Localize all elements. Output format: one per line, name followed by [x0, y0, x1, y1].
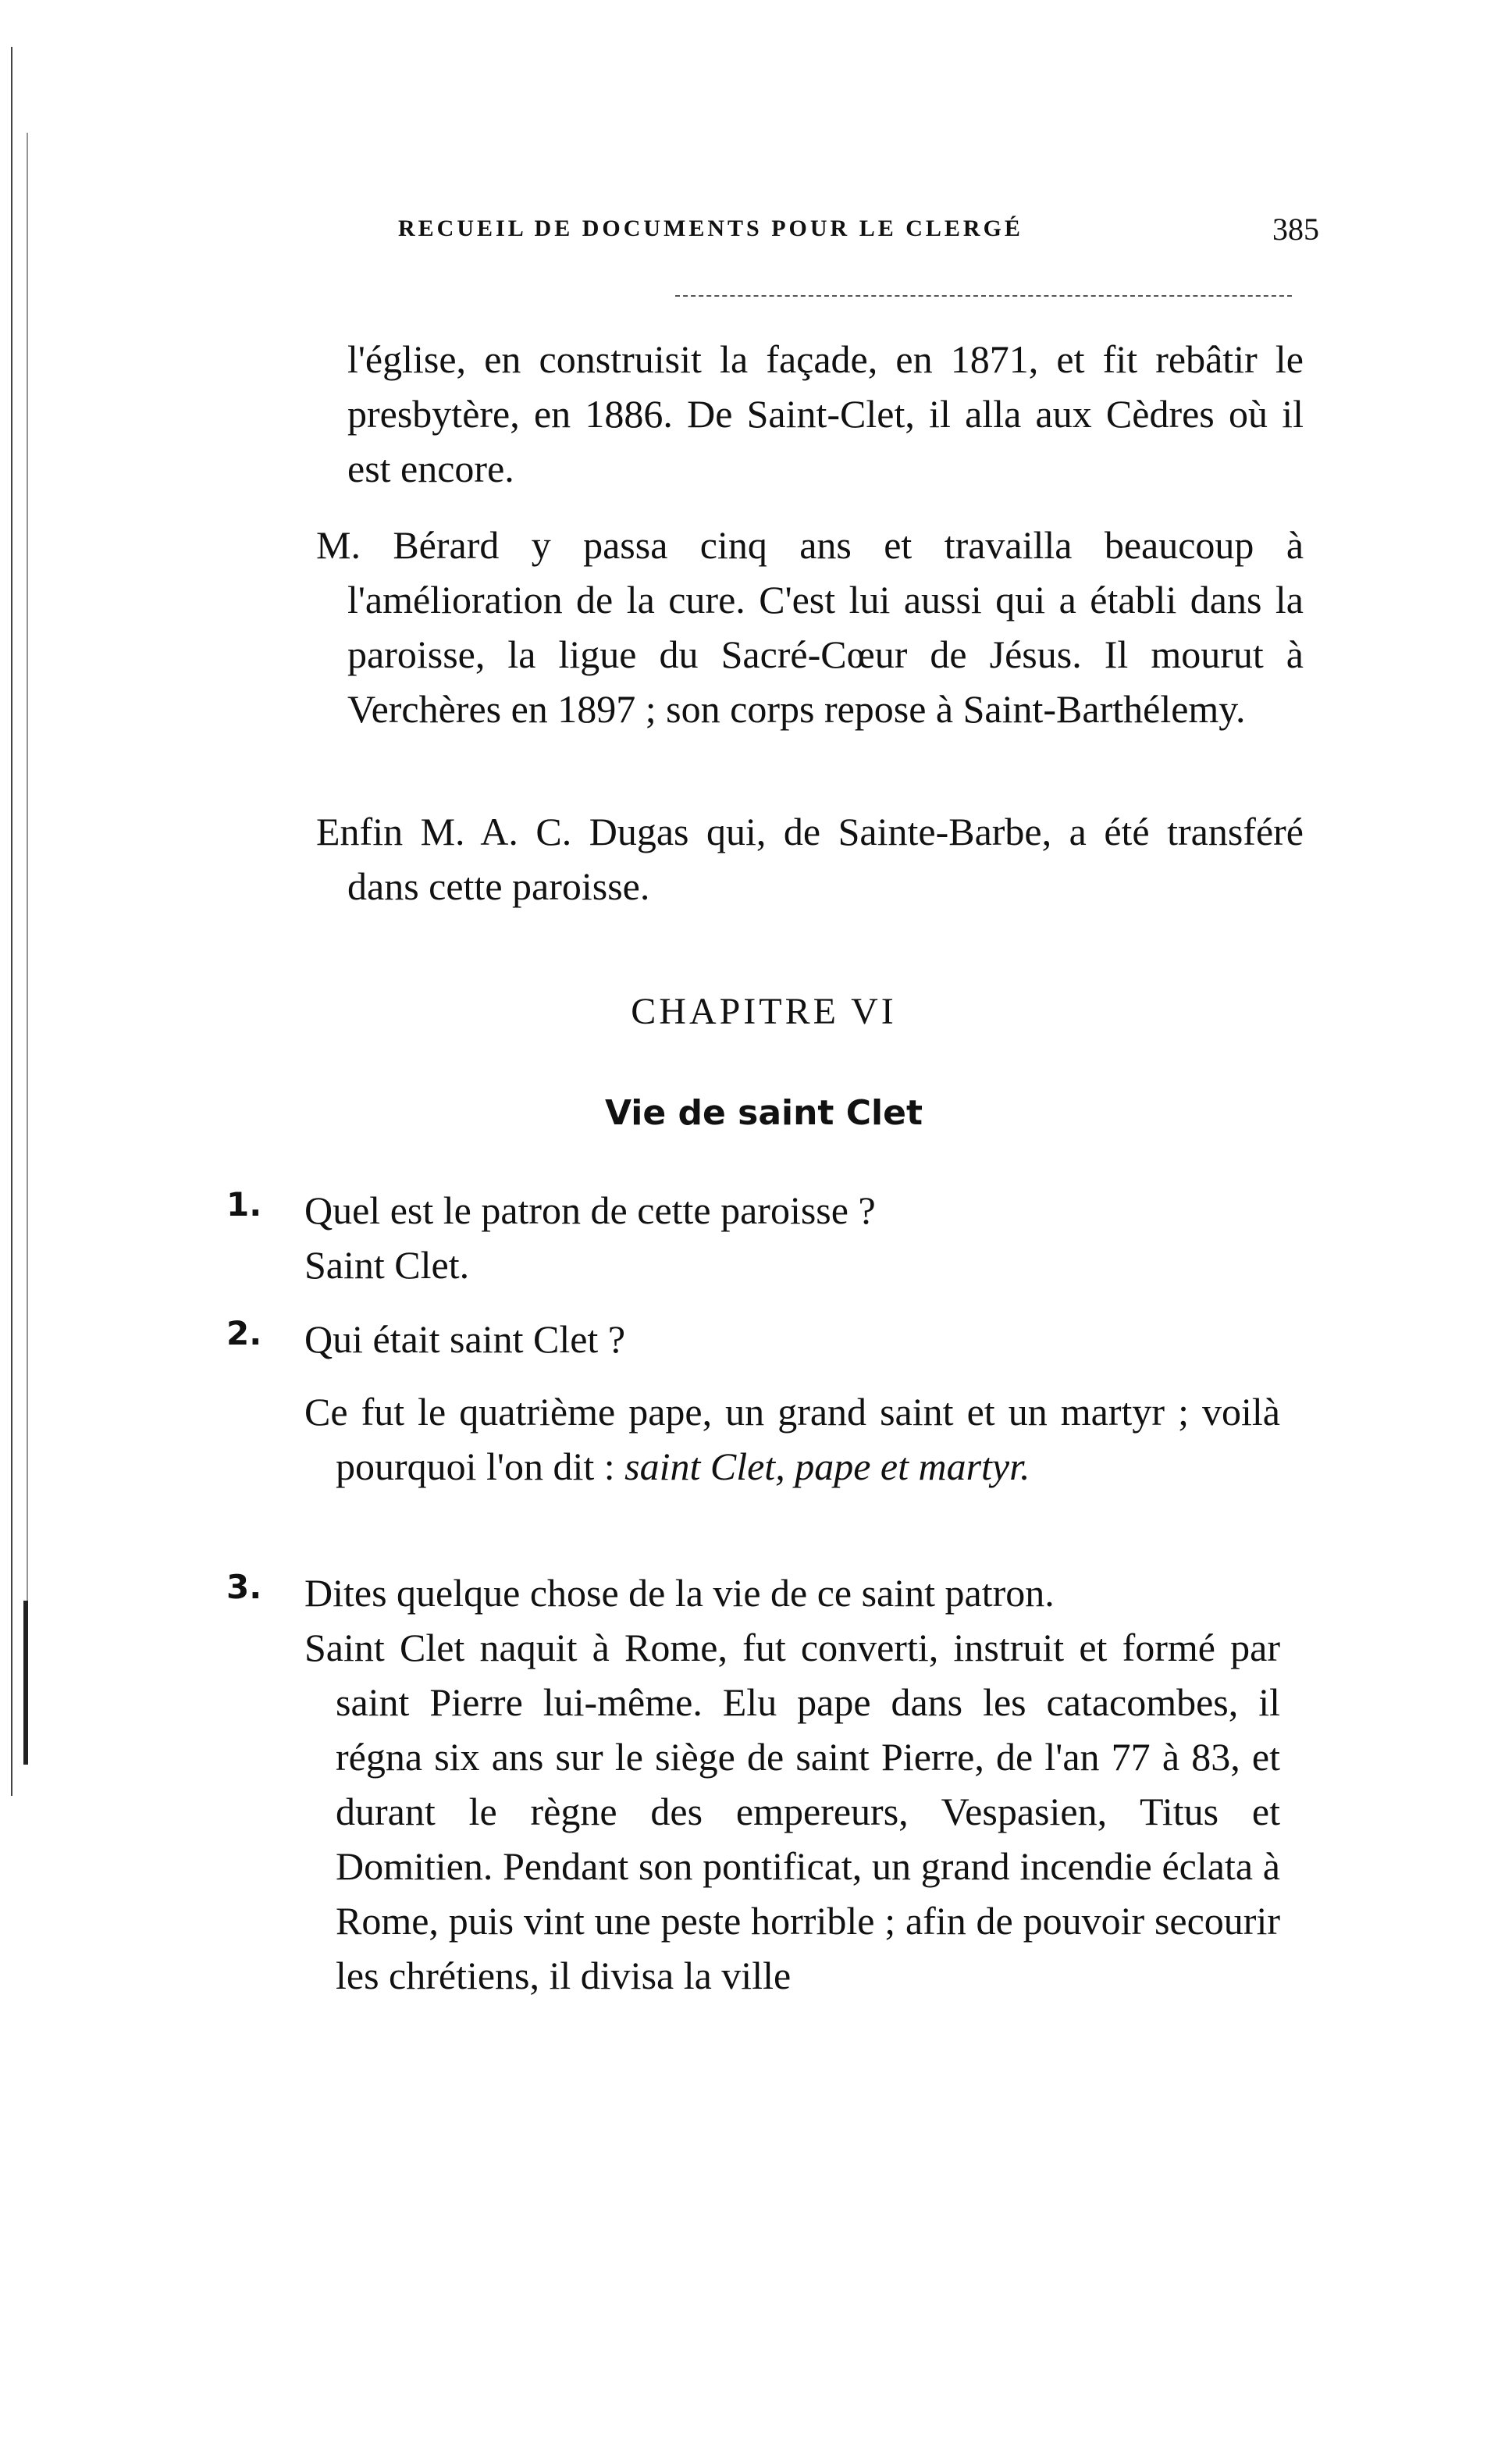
- paragraph-continuation: l'église, en construisit la façade, en 1871, et fit rebâtir le presbytère, en 1886. De Saint-Clet, il alla aux Cèdres où il est encore.: [347, 337, 1304, 490]
- paragraph-rest: transféré dans cette paroisse.: [347, 810, 1304, 908]
- scan-edge-mark: [23, 1601, 28, 1765]
- paragraph-enfin: [316, 804, 1304, 914]
- section-title: Vie de saint Clet: [604, 1093, 923, 1133]
- chapter-title: CHAPITRE VI: [631, 991, 897, 1032]
- answer-rest: et formé par saint Pierre lui-même. Elu pape dans les catacombes, il régna six ans sur le siège de saint Pierre, de l'an 77 à 83, et durant le règne des empereurs, Vespasien, Titus et Domitien. Pendant son pontificat, un grand incendie éclata à Rome, puis vint une peste horrible ; afin de pouvoir secourir les chrétiens, il divisa la ville: [336, 1626, 1281, 1997]
- scan-edge-line: [11, 47, 12, 1796]
- question-text: Dites quelque chose de la vie de ce saint patron.: [304, 1571, 1055, 1615]
- answer-text: [304, 1384, 1280, 1494]
- page-number: 385: [1272, 212, 1319, 247]
- paragraph-rest: à l'amélioration de la cure. C'est lui aussi qui a établi dans la paroisse, la ligue du Sacré-Cœur de Jésus. Il mourut à Verchères en 1897 ; son corps repose à Saint-Barthélemy.: [347, 523, 1304, 731]
- question-number: 2.: [226, 1314, 262, 1352]
- page-header: [398, 211, 1319, 250]
- answer-rest: martyr ; voilà pourquoi l'on dit :: [336, 1390, 1280, 1488]
- question-number: 3.: [226, 1568, 262, 1606]
- paragraph-berard: [316, 518, 1304, 736]
- answer-first-line: Saint Clet naquit à Rome, fut converti, instruit: [304, 1626, 1065, 1669]
- answer-italic: saint Clet, pape et martyr.: [624, 1444, 1030, 1488]
- question-text: Qui était saint Clet ?: [304, 1317, 626, 1361]
- answer-first-line: Ce fut le quatrième pape, un grand saint et un: [304, 1390, 1048, 1434]
- question-number: 1.: [226, 1185, 262, 1224]
- paragraph-first-line: M. Bérard y passa cinq ans et travailla beaucoup: [316, 523, 1254, 567]
- answer-text: [304, 1620, 1280, 2003]
- answer-text: Saint Clet.: [304, 1243, 470, 1287]
- question-text: Quel est le patron de cette paroisse ?: [304, 1188, 876, 1232]
- running-title: RECUEIL DE DOCUMENTS POUR LE CLERGÉ: [398, 216, 1023, 241]
- header-rule: [675, 295, 1292, 297]
- scan-edge-line: [27, 133, 28, 1757]
- paragraph-first-line: Enfin M. A. C. Dugas qui, de Sainte-Barbe, a été: [316, 810, 1150, 853]
